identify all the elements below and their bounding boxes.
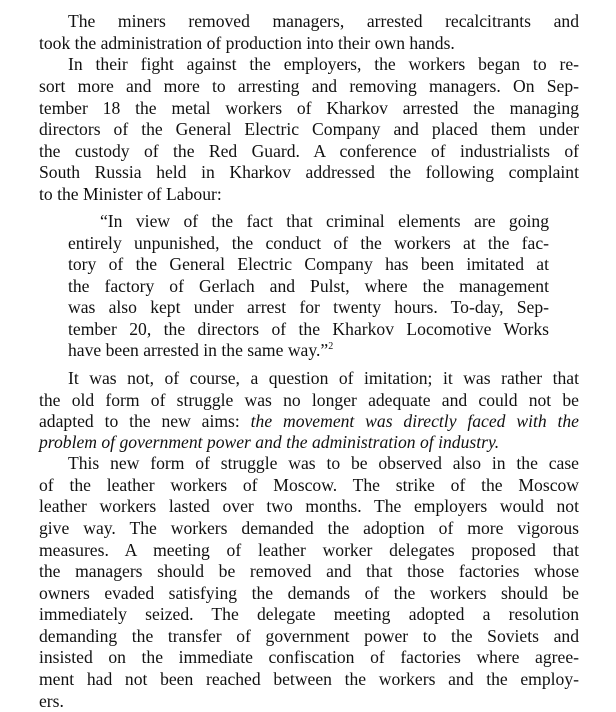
quote-line-4: the factory of Gerlach and Pulst, where the management	[68, 276, 549, 296]
quote-line-5: was also kept under arrest for twenty hours. To-day, Sep-	[68, 297, 549, 317]
paragraph-2-line-6: South Russia held in Kharkov addressed the following complaint	[39, 162, 579, 182]
paragraph-3-line-3-italic: the movement was directly faced with the	[250, 411, 579, 431]
paragraph-4-line-5: measures. A meeting of leather worker delegates proposed that	[39, 540, 579, 560]
paragraph-2-line-7: to the Minister of Labour:	[39, 184, 222, 204]
paragraph-3-line-3	[39, 410, 579, 432]
paragraph-4-line-10: insisted on the immediate confiscation of factories where agree-	[39, 647, 579, 667]
footnote-ref: 2	[328, 341, 334, 353]
paragraph-2-line-4: directors of the General Electric Company and placed them under	[39, 119, 579, 139]
paragraph-4-line-3: leather workers lasted over two months. The employers would not	[39, 496, 579, 516]
paragraph-3-line-4: problem of government power and the administration of industry.	[39, 432, 500, 452]
quote-line-1: “In view of the fact that criminal elements are going	[100, 211, 549, 231]
quote-line-2: entirely unpunished, the conduct of the workers at the fac-	[68, 233, 549, 253]
paragraph-2-line-2: sort more and more to arresting and removing managers. On Sep-	[39, 76, 579, 96]
paragraph-4-line-7: owners evaded satisfying the demands of the workers should be	[39, 583, 579, 603]
paragraph-4-line-9: demanding the transfer of government power to the Soviets and	[39, 626, 579, 646]
quote-line-3: tory of the General Electric Company has been imitated at	[68, 254, 549, 274]
paragraph-4-line-2: of the leather workers of Moscow. The strike of the Moscow	[39, 475, 579, 495]
paragraph-1-line-1: The miners removed managers, arrested recalcitrants and	[68, 11, 579, 31]
paragraph-4-line-6: the managers should be removed and that those factories whose	[39, 561, 579, 581]
paragraph-4-line-1: This new form of struggle was to be observed also in the case	[68, 453, 579, 473]
paragraph-2-line-3: tember 18 the metal workers of Kharkov arrested the managing	[39, 98, 579, 118]
paragraph-3-line-3-roman: adapted to the new aims:	[39, 411, 251, 431]
paragraph-4-line-11: ment had not been reached between the workers and the employ-	[39, 669, 579, 689]
quote-line-6: tember 20, the directors of the Kharkov Locomotive Works	[68, 319, 549, 339]
paragraph-2-line-5: the custody of the Red Guard. A conference of industrialists of	[39, 141, 579, 161]
paragraph-3-line-1: It was not, of course, a question of imitation; it was rather that	[68, 368, 579, 388]
paragraph-4-line-12: ers.	[39, 691, 64, 711]
paragraph-1-line-2: took the administration of production into their own hands.	[39, 33, 455, 53]
quote-line-7-text: have been arrested in the same way.”	[68, 340, 329, 360]
paragraph-3-line-2: the old form of struggle was no longer adequate and could not be	[39, 390, 579, 410]
paragraph-2-line-1: In their fight against the employers, the workers began to re-	[68, 54, 579, 74]
quote-line-7	[68, 339, 549, 361]
paragraph-4-line-8: immediately seized. The delegate meeting adopted a resolution	[39, 604, 579, 624]
paragraph-4-line-4: give way. The workers demanded the adoption of more vigorous	[39, 518, 579, 538]
